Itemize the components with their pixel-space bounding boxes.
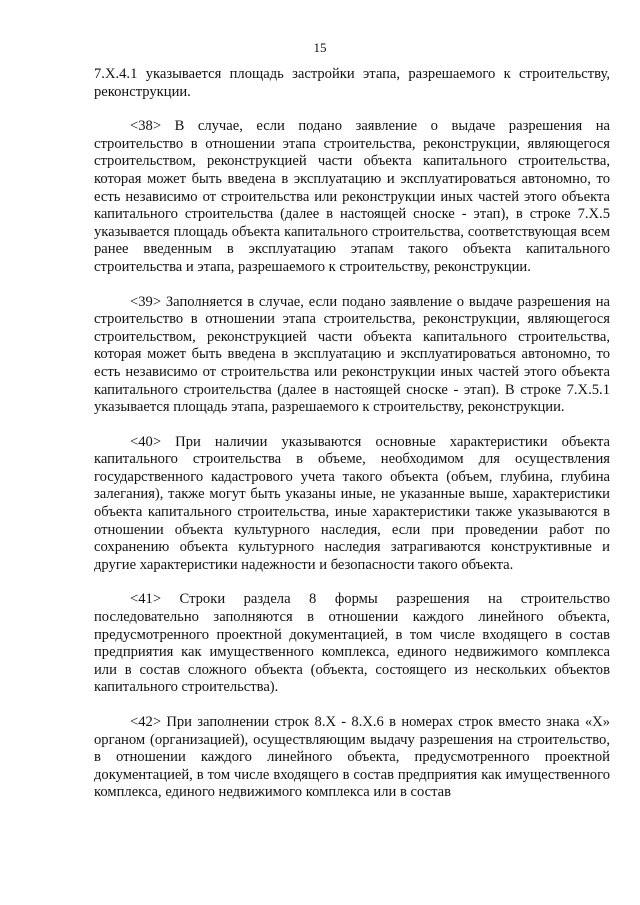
footnote-41: <41> Строки раздела 8 формы разрешения на строительство последовательно заполняются в отношении каждого линейного объекта, предусмотренного проектной документацией, в том числе входящего в состав предприятия как имущественного комплекса, единого недвижимого комплекса или в состав сложного объекта (объекта, состоящего из нескольких объектов капитального строительства). xyxy=(94,591,610,696)
paragraph-7-x-4-1: 7.Х.4.1 указывается площадь застройки этапа, разрешаемого к строительству, реконструкции. xyxy=(94,66,610,100)
footnote-39: <39> Заполняется в случае, если подано заявление о выдаче разрешения на строительство в отношении этапа строительства, реконструкции, являющегося строительством, реконструкцией части объекта капитального строительства, которая может быть введена в эксплуатацию и эксплуатироваться автономно, то есть независимо от строительства или реконструкции иных частей этого объекта капитального строительства (далее в настоящей сноске - этап). В строке 7.Х.5.1 указывается площадь этапа, разрешаемого к строительству, реконструкции. xyxy=(94,293,610,416)
footnote-40: <40> При наличии указываются основные характеристики объекта капитального строительства в объеме, необходимом для осуществления государственного кадастрового учета такого объекта (объем, глубина, глубина залегания), также могут быть указаны иные, не указанные выше, характеристики объекта капитального строительства, иные характеристики также указываются в отношении объекта культурного наследия, если при проведении работ по сохранению объекта культурного наследия затрагиваются конструктивные и другие характеристики надежности и безопасности такого объекта. xyxy=(94,433,610,573)
footnote-42: <42> При заполнении строк 8.Х - 8.Х.6 в номерах строк вместо знака «Х» органом (организацией), осуществляющим выдачу разрешения на строительство, в отношении каждого линейного объекта, предусмотренного проектной документацией, в том числе входящего в состав предприятия как имущественного комплекса, единого недвижимого комплекса или в состав xyxy=(94,714,610,801)
page-number: 15 xyxy=(313,40,327,55)
page-body xyxy=(94,66,610,802)
footnote-38: <38> В случае, если подано заявление о выдаче разрешения на строительство в отношении этапа строительства, реконструкции, являющегося строительством, реконструкцией части объекта капитального строительства, которая может быть введена в эксплуатацию и эксплуатироваться автономно, то есть независимо от строительства или реконструкции иных частей этого объекта капитального строительства (далее в настоящей сноске - этап), в строке 7.Х.5 указывается площадь объекта капитального строительства, соответствующая всем ранее введенным в эксплуатацию этапам такого объекта капитального строительства и этапа, разрешаемого к строительству, реконструкции. xyxy=(94,118,610,275)
